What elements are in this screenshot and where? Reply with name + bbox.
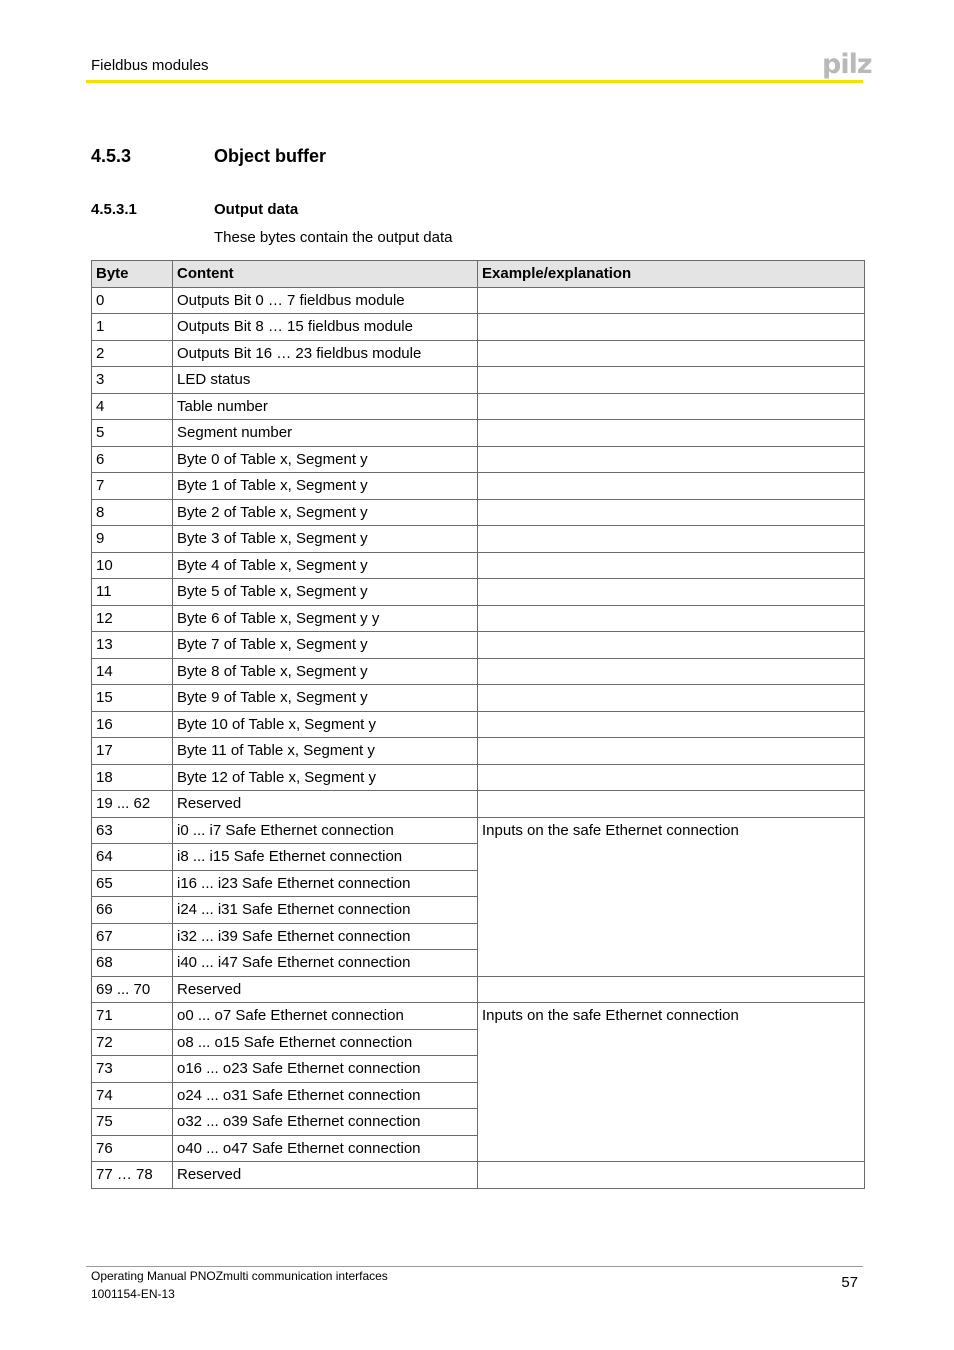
cell-byte: 66 (92, 897, 173, 924)
cell-content: i16 ... i23 Safe Ethernet connection (173, 870, 478, 897)
cell-byte: 0 (92, 287, 173, 314)
cell-content: Table number (173, 393, 478, 420)
table-row (92, 817, 865, 844)
cell-content: Byte 8 of Table x, Segment y (173, 658, 478, 685)
cell-byte: 1 (92, 314, 173, 341)
table-row (92, 420, 865, 447)
cell-content: Outputs Bit 16 … 23 fieldbus module (173, 340, 478, 367)
table-row (92, 552, 865, 579)
section-title: Object buffer (214, 146, 327, 166)
section-number: 4.5.3 (91, 146, 132, 166)
page-number: 57 (841, 1274, 858, 1291)
cell-byte: 13 (92, 632, 173, 659)
cell-example (478, 314, 865, 341)
cell-example (478, 579, 865, 606)
cell-byte: 63 (92, 817, 173, 844)
cell-byte: 10 (92, 552, 173, 579)
cell-content: o16 ... o23 Safe Ethernet connection (173, 1056, 478, 1083)
cell-byte: 68 (92, 950, 173, 977)
cell-content: Segment number (173, 420, 478, 447)
cell-content: Reserved (173, 1162, 478, 1189)
cell-content: Byte 12 of Table x, Segment y (173, 764, 478, 791)
cell-content: Byte 4 of Table x, Segment y (173, 552, 478, 579)
cell-content: o8 ... o15 Safe Ethernet connection (173, 1029, 478, 1056)
cell-byte: 14 (92, 658, 173, 685)
cell-content: Byte 0 of Table x, Segment y (173, 446, 478, 473)
cell-example (478, 499, 865, 526)
cell-content: LED status (173, 367, 478, 394)
cell-example: Inputs on the safe Ethernet connection (478, 817, 865, 976)
cell-byte: 65 (92, 870, 173, 897)
cell-byte: 67 (92, 923, 173, 950)
cell-content: i8 ... i15 Safe Ethernet connection (173, 844, 478, 871)
table-header-row (92, 261, 865, 288)
subsection-title: Output data (214, 201, 299, 218)
cell-example (478, 658, 865, 685)
cell-byte: 75 (92, 1109, 173, 1136)
cell-byte: 76 (92, 1135, 173, 1162)
table-row (92, 658, 865, 685)
cell-example (478, 764, 865, 791)
footer-rule (86, 1266, 863, 1267)
table-row (92, 499, 865, 526)
pilz-logo: pilz (822, 49, 872, 80)
cell-example (478, 738, 865, 765)
cell-example (478, 711, 865, 738)
table-row (92, 287, 865, 314)
cell-example (478, 605, 865, 632)
table-row (92, 1162, 865, 1189)
col-header-example: Example/explanation (478, 261, 865, 288)
footer-doc-number: 1001154-EN-13 (91, 1287, 175, 1301)
cell-content: Reserved (173, 976, 478, 1003)
cell-content: Byte 10 of Table x, Segment y (173, 711, 478, 738)
cell-content: i24 ... i31 Safe Ethernet connection (173, 897, 478, 924)
cell-byte: 15 (92, 685, 173, 712)
cell-byte: 19 ... 62 (92, 791, 173, 818)
cell-byte: 71 (92, 1003, 173, 1030)
cell-example (478, 632, 865, 659)
cell-content: Byte 5 of Table x, Segment y (173, 579, 478, 606)
cell-example (478, 420, 865, 447)
table-row (92, 314, 865, 341)
cell-example (478, 473, 865, 500)
cell-content: i40 ... i47 Safe Ethernet connection (173, 950, 478, 977)
cell-byte: 74 (92, 1082, 173, 1109)
col-header-content: Content (173, 261, 478, 288)
cell-content: Byte 1 of Table x, Segment y (173, 473, 478, 500)
table-row (92, 473, 865, 500)
table-row (92, 738, 865, 765)
table-row (92, 685, 865, 712)
cell-content: Byte 11 of Table x, Segment y (173, 738, 478, 765)
table-row (92, 446, 865, 473)
cell-example (478, 340, 865, 367)
cell-content: Byte 3 of Table x, Segment y (173, 526, 478, 553)
cell-content: i32 ... i39 Safe Ethernet connection (173, 923, 478, 950)
table-row (92, 340, 865, 367)
cell-byte: 4 (92, 393, 173, 420)
cell-example (478, 526, 865, 553)
table-row (92, 367, 865, 394)
cell-example (478, 367, 865, 394)
cell-content: Byte 6 of Table x, Segment y y (173, 605, 478, 632)
footer-manual-title: Operating Manual PNOZmulti communication interfaces (91, 1269, 388, 1283)
cell-byte: 64 (92, 844, 173, 871)
table-row (92, 393, 865, 420)
cell-content: Byte 2 of Table x, Segment y (173, 499, 478, 526)
cell-content: Outputs Bit 8 … 15 fieldbus module (173, 314, 478, 341)
table-row (92, 526, 865, 553)
col-header-byte: Byte (92, 261, 173, 288)
table-row (92, 579, 865, 606)
cell-byte: 17 (92, 738, 173, 765)
cell-byte: 16 (92, 711, 173, 738)
cell-byte: 8 (92, 499, 173, 526)
cell-example: Inputs on the safe Ethernet connection (478, 1003, 865, 1162)
header-rule (86, 80, 863, 83)
cell-example (478, 393, 865, 420)
cell-byte: 3 (92, 367, 173, 394)
cell-byte: 69 ... 70 (92, 976, 173, 1003)
cell-content: o40 ... o47 Safe Ethernet connection (173, 1135, 478, 1162)
cell-example (478, 791, 865, 818)
cell-byte: 73 (92, 1056, 173, 1083)
cell-example (478, 976, 865, 1003)
table-row (92, 605, 865, 632)
subsection-number: 4.5.3.1 (91, 201, 137, 218)
table-row (92, 711, 865, 738)
cell-byte: 2 (92, 340, 173, 367)
cell-content: o32 ... o39 Safe Ethernet connection (173, 1109, 478, 1136)
cell-content: Outputs Bit 0 … 7 fieldbus module (173, 287, 478, 314)
cell-byte: 5 (92, 420, 173, 447)
cell-content: Byte 9 of Table x, Segment y (173, 685, 478, 712)
cell-byte: 9 (92, 526, 173, 553)
cell-example (478, 552, 865, 579)
cell-byte: 6 (92, 446, 173, 473)
intro-text: These bytes contain the output data (214, 229, 453, 246)
cell-byte: 72 (92, 1029, 173, 1056)
cell-content: Reserved (173, 791, 478, 818)
cell-content: i0 ... i7 Safe Ethernet connection (173, 817, 478, 844)
cell-example (478, 446, 865, 473)
cell-content: Byte 7 of Table x, Segment y (173, 632, 478, 659)
cell-byte: 7 (92, 473, 173, 500)
table-row (92, 1003, 865, 1030)
table-row (92, 791, 865, 818)
cell-content: o24 ... o31 Safe Ethernet connection (173, 1082, 478, 1109)
running-header: Fieldbus modules (91, 57, 209, 74)
cell-example (478, 287, 865, 314)
cell-content: o0 ... o7 Safe Ethernet connection (173, 1003, 478, 1030)
table-row (92, 632, 865, 659)
cell-example (478, 1162, 865, 1189)
table-body (92, 287, 865, 1188)
cell-byte: 77 … 78 (92, 1162, 173, 1189)
table-row (92, 764, 865, 791)
table-row (92, 976, 865, 1003)
cell-byte: 11 (92, 579, 173, 606)
cell-example (478, 685, 865, 712)
output-data-table (91, 260, 865, 1189)
cell-byte: 18 (92, 764, 173, 791)
cell-byte: 12 (92, 605, 173, 632)
